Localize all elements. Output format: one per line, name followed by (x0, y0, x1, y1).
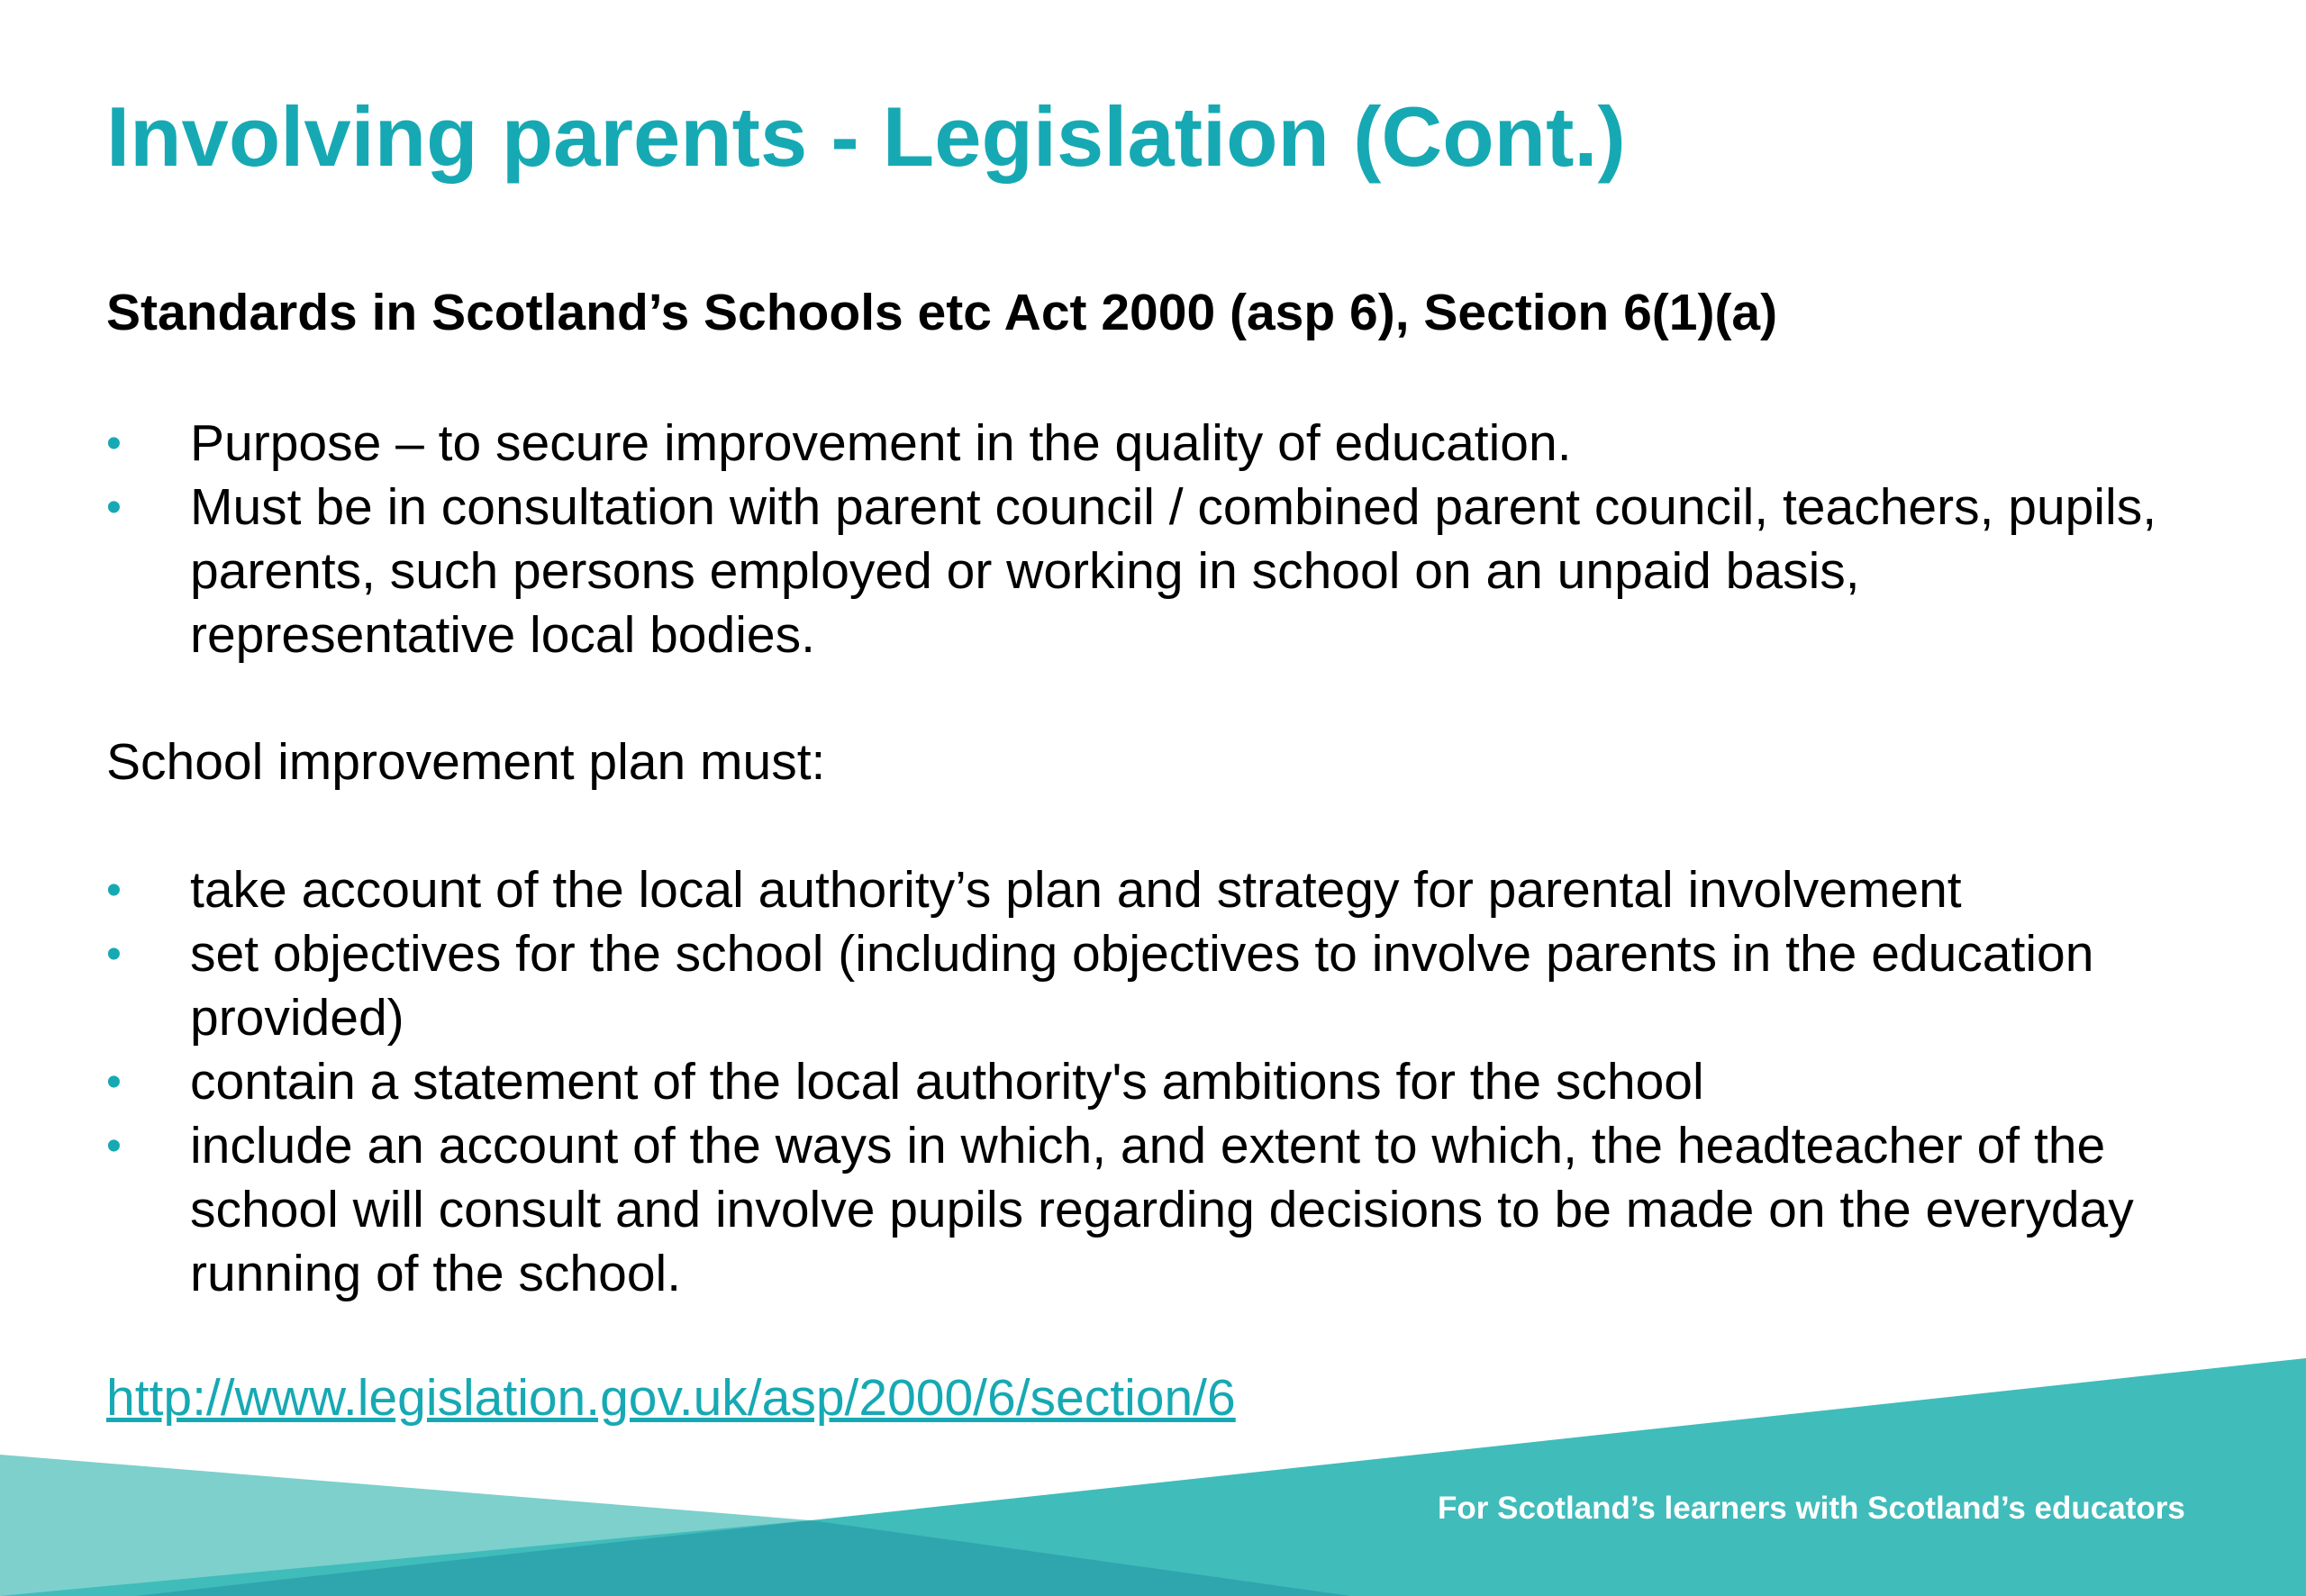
list-item-text: Purpose – to secure improvement in the quality of education. (190, 414, 1572, 472)
list-item-text: take account of the local authority’s plan and strategy for parental involvement (190, 861, 1962, 919)
legislation-link[interactable]: http://www.legislation.gov.uk/asp/2000/6/section/6 (106, 1369, 1236, 1427)
bullet-icon: • (106, 930, 122, 978)
bullet-icon: • (106, 1058, 122, 1106)
bullet-icon: • (106, 866, 122, 914)
footer-tagline: For Scotland’s learners with Scotland’s educators (1438, 1491, 2185, 1526)
bullet-icon: • (106, 420, 122, 467)
slide-title: Involving parents - Legislation (Cont.) (106, 89, 1626, 184)
bullet-icon: • (106, 484, 122, 531)
list-item-text: Must be in consultation with parent council / combined parent council, teachers, pupils, parents, such persons employed or working in school on an unpaid basis, representative local bodies. (190, 478, 2157, 664)
list-item-text: include an account of the ways in which, and extent to which, the headteacher of the school will consult and involve pupils regarding decisions to be made on the everyday running of the school. (190, 1117, 2134, 1302)
plan-label: School improvement plan must: (106, 733, 826, 791)
list-item-text: contain a statement of the local authority's ambitions for the school (190, 1053, 1704, 1111)
bullet-icon: • (106, 1122, 122, 1170)
list-item-text: set objectives for the school (including objectives to involve parents in the education provided) (190, 925, 2094, 1047)
legislation-subtitle: Standards in Scotland’s Schools etc Act 2000 (asp 6), Section 6(1)(a) (106, 284, 1778, 341)
